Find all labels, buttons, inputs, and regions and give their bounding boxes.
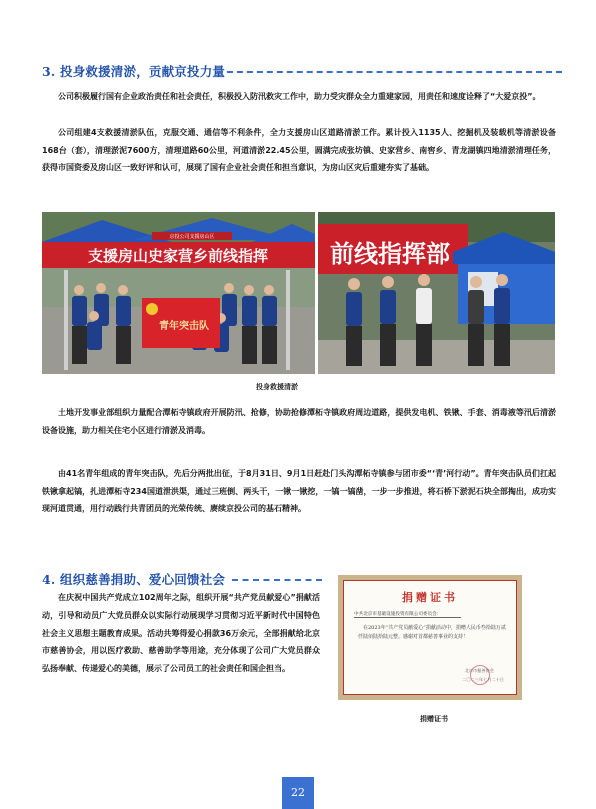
paragraph-youth-team: 由41名青年组成的青年突击队，先后分两批出征，于8月31日、9月1日赶赴门头沟潭柘寺镇参与团市委“‘青’河行动”。青年突击队员们扛起铁锹拿起镐，扎进潭柘寺234国道泄洪渠，通过三班倒、两头干，一锹一锹挖，一镐一镐凿，一步一步推进，将石桥下淤泥石块全部掏出，成功实现河道贯通，用行动践行共青团员的光荣传统、赓续京投公司的基石精神。 xyxy=(42,469,556,513)
paragraph-rescue-teams: 公司组建4支救援清淤队伍，克服交通、通信等不利条件，全力支援房山区道路清淤工作。累计投入1135人、挖掘机及装载机等清淤设备168台（套），清理淤泥7600方，清理道路60公里，河道清淤22.45公里，圆满完成张坊镇、史家营乡、南窖乡、青龙湖镇四地清淤清理任务，获得市国资委及房山区一致好评和认可，展现了国有企业社会责任和担当意识，为房山区灾后重建夯实了基础。 xyxy=(42,128,556,172)
certificate-date: 二〇二三年七月二十日 xyxy=(462,677,504,682)
command-post-photo xyxy=(318,212,555,374)
photo-banner-right-text: 前线指挥部 xyxy=(330,240,450,268)
certificate-title: 捐赠证书 xyxy=(402,591,458,604)
heading-divider xyxy=(217,71,562,73)
photo-banner-text: 支援房山史家营乡前线指挥 xyxy=(87,247,269,265)
photo-flag-text: 青年突击队 xyxy=(159,321,209,332)
photo-banner-sub-text: 京投公司支援房山区 xyxy=(169,234,215,240)
certificate-recipient: 中共北京市基础设施投资有限公司委员会： xyxy=(354,611,461,618)
paragraph-charity: 在庆祝中国共产党成立102周年之际，组织开展“共产党员献爱心”捐献活动，引导和动员广大党员群众以实际行动展现学习贯彻习近平新时代中国特色社会主义思想主题教育成果。活动共筹得爱心捐款36万余元，全部捐献给北京市慈善协会，用以医疗救助、慈善助学等用途，充分体现了公司广大党员群众弘扬奉献、传递爱心的美德，展示了公司员工的社会责任和国企担当。 xyxy=(42,593,320,674)
certificate-frame xyxy=(343,580,517,695)
section-3-heading-text: 3. 投身救援清淤，贡献京投力量 xyxy=(42,64,226,79)
page-edge xyxy=(0,0,596,3)
certificate-signer: 北京市慈善协会 xyxy=(464,668,494,673)
certificate-caption: 捐赠证书 xyxy=(420,715,448,723)
heading-divider xyxy=(232,579,322,581)
rescue-team-photo xyxy=(42,212,315,374)
photo-caption: 投身救援清淤 xyxy=(256,383,298,391)
page-number: 22 xyxy=(291,786,305,799)
certificate-body: 在2023年“共产党员献爱心”捐献活动中，捐赠人民币叁拾陆万贰仟陆佰陆拾陆元整。感谢对首都慈善事业的支持！ xyxy=(358,625,506,640)
donation-certificate xyxy=(338,575,522,700)
page-number-tab xyxy=(282,777,314,809)
section-4-heading-text: 4. 组织慈善捐助、爱心回馈社会 xyxy=(42,572,226,587)
paragraph-land-development: 土地开发事业部组织力量配合潭柘寺镇政府开展防汛、抢修，协助抢修潭柘寺镇政府周边道路，提供发电机、铁锹、手套、消毒液等汛后清淤设备设施，助力相关住宅小区进行清淤及消毒。 xyxy=(42,408,556,435)
paragraph-responsibility: 公司积极履行国有企业政治责任和社会责任，积极投入防汛救灾工作中，助力受灾群众全力重建家园，用责任和速度诠释了“大爱京投”。 xyxy=(58,92,541,101)
section-3-heading xyxy=(42,62,562,82)
